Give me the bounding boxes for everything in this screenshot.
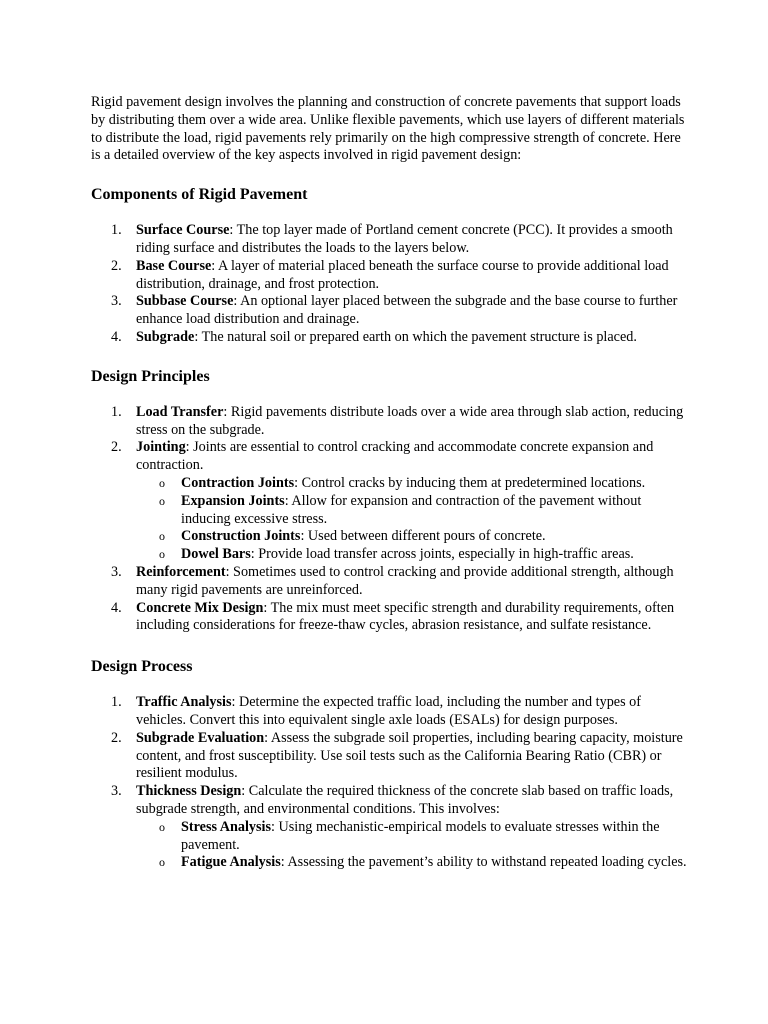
sections-container — [91, 185, 691, 872]
numbered-list — [91, 222, 691, 347]
sublist-item-term: Expansion Joints — [181, 492, 285, 509]
sublist-item-text: : Assessing the pavement’s ability to withstand repeated loading cycles. — [280, 854, 687, 871]
list-item-text: : Rigid pavements distribute loads over a wide area through slab action, reducing stress on the subgrade. — [136, 403, 684, 438]
list-number: 3. — [111, 293, 122, 310]
list-number: 1. — [111, 222, 122, 239]
list-item-text: : An optional layer placed between the subgrade and the base course to further enhance load distribution and drainage. — [136, 293, 678, 328]
list-item — [91, 694, 691, 730]
list-item — [91, 222, 691, 258]
numbered-list — [91, 694, 691, 872]
list-item-term: Jointing — [136, 439, 186, 456]
circle-bullet-icon: o — [159, 493, 165, 508]
list-item-text: : The top layer made of Portland cement concrete (PCC). It provides a smooth riding surface and distributes the loads to the layers below. — [136, 222, 673, 256]
list-item — [91, 404, 691, 440]
section-heading: Design Principles — [91, 367, 210, 385]
sublist-item-text: : Allow for expansion and contraction of the pavement without inducing excessive stress. — [181, 492, 642, 527]
sublist-item — [136, 475, 691, 493]
sublist-item-text: : Used between different pours of concrete. — [300, 528, 546, 545]
list-item — [91, 293, 691, 329]
list-item — [91, 564, 691, 600]
section-heading: Components of Rigid Pavement — [91, 186, 308, 204]
list-item-text: : The natural soil or prepared earth on which the pavement structure is placed. — [194, 328, 637, 345]
circle-bullet-icon: o — [159, 855, 165, 870]
sublist-item-text: : Using mechanistic-empirical models to evaluate stresses within the pavement. — [181, 818, 660, 853]
sublist-item — [136, 854, 691, 872]
list-item-text: : Joints are essential to control cracking and accommodate concrete expansion and contraction. — [136, 439, 654, 474]
list-item-term: Subgrade Evaluation — [136, 729, 265, 746]
intro-paragraph: Rigid pavement design involves the planning and construction of concrete pavements that support loads by distributing them over a wide area. Unlike flexible pavements, which use layers of different materials to distribute the load, rigid pavements rely primarily on the high compressive strength of concrete. Here is a detailed overview of the key aspects involved in rigid pavement design: — [91, 94, 685, 164]
sublist-item-term: Construction Joints — [181, 528, 301, 545]
list-item-text: : Assess the subgrade soil properties, including bearing capacity, moisture content, and frost susceptibility. Use soil tests such as the California Bearing Ratio (CBR) or resilient modulus. — [136, 729, 683, 782]
circle-bullet-icon: o — [159, 547, 165, 562]
list-item-term: Reinforcement — [136, 563, 226, 580]
document-body — [91, 94, 691, 872]
list-item-term: Traffic Analysis — [136, 694, 232, 711]
list-item-term: Concrete Mix Design — [136, 599, 264, 616]
list-item-text: : Determine the expected traffic load, including the number and types of vehicles. Convert this into equivalent single axle loads (ESALs) for design purposes. — [136, 694, 641, 728]
bulleted-sublist — [136, 475, 691, 564]
list-item-term: Surface Course — [136, 222, 230, 239]
circle-bullet-icon: o — [159, 819, 165, 834]
list-item-term: Subbase Course — [136, 293, 234, 310]
list-item-text: : A layer of material placed beneath the surface course to provide additional load distribution, drainage, and frost protection. — [136, 257, 669, 292]
sublist-item-text: : Control cracks by inducing them at predetermined locations. — [294, 474, 646, 491]
circle-bullet-icon: o — [159, 529, 165, 544]
sublist-item — [136, 819, 691, 855]
list-item-term: Subgrade — [136, 328, 195, 345]
list-item-term: Load Transfer — [136, 403, 224, 420]
list-number: 4. — [111, 328, 122, 345]
sublist-item — [136, 546, 691, 564]
circle-bullet-icon: o — [159, 475, 165, 490]
section-heading: Design Process — [91, 658, 193, 676]
list-item-term: Thickness Design — [136, 783, 242, 800]
list-number: 4. — [111, 599, 122, 616]
numbered-list — [91, 404, 691, 635]
list-number: 2. — [111, 257, 122, 274]
list-number: 1. — [111, 694, 122, 711]
list-item-text: : The mix must meet specific strength and durability requirements, often including considerations for freeze-thaw cycles, abrasion resistance, and sulfate resistance. — [136, 599, 675, 634]
list-item-term: Base Course — [136, 257, 212, 274]
list-number: 2. — [111, 729, 122, 746]
list-item — [91, 783, 691, 872]
sublist-item-term: Stress Analysis — [181, 818, 272, 835]
sublist-item-term: Fatigue Analysis — [181, 854, 281, 871]
sublist-item — [136, 493, 691, 529]
list-item — [91, 258, 691, 294]
sublist-item-text: : Provide load transfer across joints, especially in high-traffic areas. — [250, 546, 634, 563]
list-item — [91, 600, 691, 636]
list-item — [91, 730, 691, 783]
sublist-item-term: Dowel Bars — [181, 546, 251, 563]
list-item — [91, 439, 691, 564]
bulleted-sublist — [136, 819, 691, 872]
sublist-item-term: Contraction Joints — [181, 474, 295, 491]
list-number: 1. — [111, 403, 122, 420]
list-item-text: : Sometimes used to control cracking and provide additional strength, although many rigid pavements are unreinforced. — [136, 563, 674, 598]
list-item — [91, 329, 691, 347]
list-number: 2. — [111, 439, 122, 456]
list-number: 3. — [111, 563, 122, 580]
list-number: 3. — [111, 783, 122, 800]
sublist-item — [136, 528, 691, 546]
list-item-text: : Calculate the required thickness of the concrete slab based on traffic loads, subgrade strength, and environmental conditions. This involves: — [136, 783, 674, 817]
